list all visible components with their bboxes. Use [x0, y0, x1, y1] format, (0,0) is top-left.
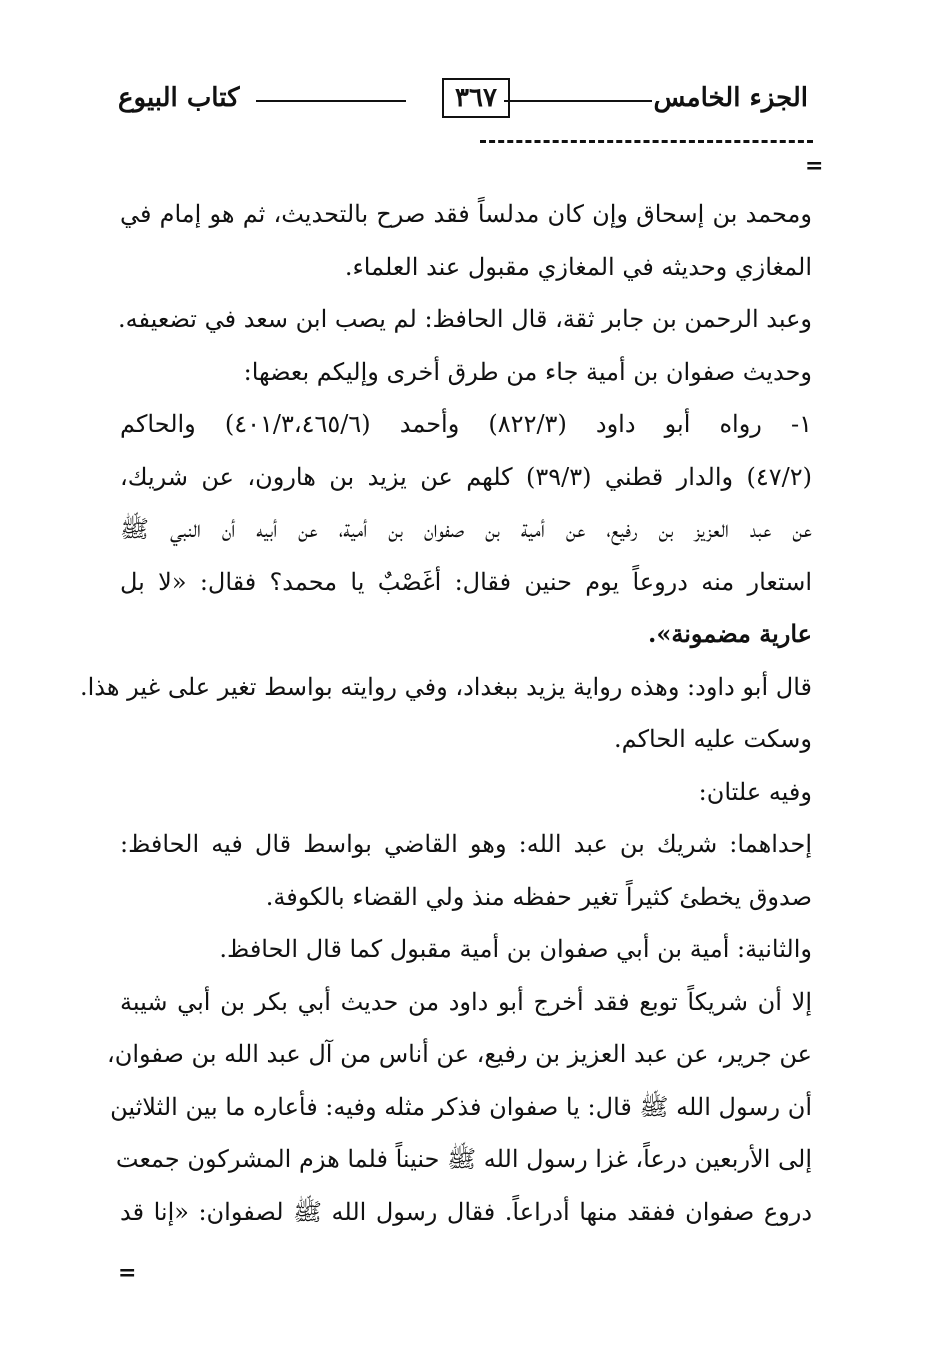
text-line-bold: عارية مضمونة».	[648, 619, 812, 648]
text-line: وحديث صفوان بن أمية جاء من طرق أخرى وإليكم بعضها:	[243, 357, 812, 386]
book-title: كتاب البيوع	[118, 83, 240, 113]
continuation-mark-top: =	[805, 153, 824, 179]
continuation-mark-bottom: =	[118, 1260, 137, 1286]
text-line: إلا أن شريكاً توبع فقد أخرج أبو داود من حديث أبي بكر بن أبي شيبة	[120, 987, 812, 1016]
text-line: والثانية: أمية بن أبي صفوان بن أمية مقبول كما قال الحافظ.	[219, 935, 812, 963]
header-rule-left	[256, 100, 406, 102]
running-header	[118, 78, 808, 122]
text-line: قال أبو داود: وهذه رواية يزيد ببغداد، وفي روايته بواسط تغير على غير هذا.	[79, 672, 812, 701]
header-rule-right	[504, 100, 652, 102]
text-line: إحداهما: شريك بن عبد الله: وهو القاضي بواسط قال فيه الحافظ:	[120, 830, 812, 858]
text-line: المغازي وحديثه في المغازي مقبول عند العلماء.	[344, 252, 812, 281]
header-dashed-divider	[480, 140, 813, 143]
text-line: ومحمد بن إسحاق وإن كان مدلساً فقد صرح بالتحديث، ثم هو إمام في	[120, 200, 812, 228]
text-line: وعبد الرحمن بن جابر ثقة، قال الحافظ: لم يصب ابن سعد في تضعيفه.	[118, 305, 812, 333]
text-line: وسكت عليه الحاكم.	[614, 725, 812, 753]
text-line: أن رسول الله ﷺ قال: يا صفوان فذكر مثله وفيه: فأعاره ما بين الثلاثين	[110, 1092, 812, 1121]
text-line: وفيه علتان:	[698, 777, 812, 806]
text-line: إلى الأربعين درعاً، غزا رسول الله ﷺ حنيناً فلما هزم المشركون جمعت	[115, 1145, 812, 1173]
text-line: استعار منه دروعاً يوم حنين فقال: أغَصْبٌ يا محمد؟ فقال: «لا بل	[120, 567, 812, 596]
body-text	[79, 188, 813, 1238]
text-line: ١- رواه أبو داود (٨٢٢/٣) وأحمد (٤٠١/٣،٤٦٥/٦) والحاكم	[120, 410, 812, 438]
text-line: صدوق يخطئ كثيراً تغير حفظه منذ ولي القضاء بالكوفة.	[265, 882, 812, 911]
text-line: عن جرير، عن عبد العزيز بن رفيع، عن أناس من آل عبد الله بن صفوان،	[106, 1040, 812, 1068]
text-line: دروع صفوان ففقد منها أدراعاً. فقال رسول الله ﷺ لصفوان: «إنا قد	[120, 1197, 813, 1226]
text-line: (٤٧/٢) والدار قطني (٣٩/٣) كلهم عن يزيد بن هارون، عن شريك،	[120, 462, 812, 491]
text-line: عن عبد العزيز بن رفيع، عن أمية بن صفوان بن أمية، عن أبيه أن النبي ﷺ	[120, 515, 812, 543]
part-title: الجزء الخامس	[653, 83, 808, 113]
page-number: ٣٦٧	[442, 78, 510, 118]
